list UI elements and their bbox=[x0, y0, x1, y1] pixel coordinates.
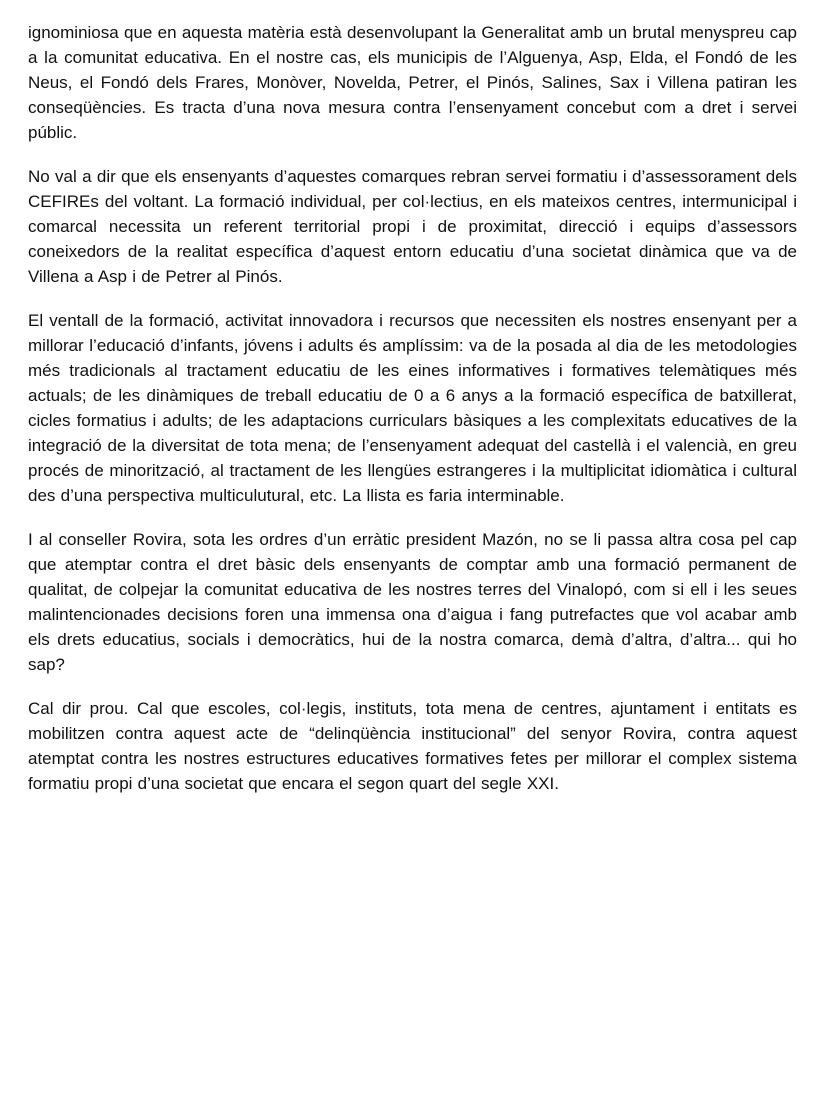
paragraph-5: Cal dir prou. Cal que escoles, col·legis, instituts, tota mena de centres, ajuntament i entitats es mobilitzen contra aquest acte de “delinqüència institucional” del senyor Rovira, contra aquest atemptat contra les nostres estructures educatives formatives fetes per millorar el complex sistema formatiu propi d’una societat que encara el segon quart del segle XXI. bbox=[28, 699, 797, 793]
paragraph-2: No val a dir que els ensenyants d’aquestes comarques rebran servei formatiu i d’assessorament dels CEFIREs del voltant. La formació individual, per col·lectius, en els mateixos centres, intermunicipal i comarcal necessita un referent territorial propi i de proximitat, direcció i equips d’assessors coneixedors de la realitat específica d’aquest entorn educatiu d’una societat dinàmica que va de Villena a Asp i de Petrer al Pinós. bbox=[28, 167, 797, 286]
paragraph-1: ignominiosa que en aquesta matèria està desenvolupant la Generalitat amb un brutal menyspreu cap a la comunitat educativa. En el nostre cas, els municipis de l’Alguenya, Asp, Elda, el Fondó de les Neus, el Fondó dels Frares, Monòver, Novelda, Petrer, el Pinós, Salines, Sax i Villena patiran les conseqüències. Es tracta d’una nova mesura contra l’ensenyament concebut com a dret i servei públic. bbox=[28, 23, 797, 142]
paragraph-4: I al conseller Rovira, sota les ordres d’un erràtic president Mazón, no se li passa altra cosa pel cap que atemptar contra el dret bàsic dels ensenyants de comptar amb una formació permanent de qualitat, de colpejar la comunitat educativa de les nostres terres del Vinalopó, com si ell i les seues malintencionades decisions foren una immensa ona d’aigua i fang putrefactes que vol acabar amb els drets educatius, socials i democràtics, hui de la nostra comarca, demà d’altra, d’altra... qui ho sap? bbox=[28, 530, 797, 674]
paragraph-3: El ventall de la formació, activitat innovadora i recursos que necessiten els nostres ensenyant per a millorar l’educació d’infants, jóvens i adults és amplíssim: va de la posada al dia de les metodologies més tradicionals al tractament educatiu de les eines informatives i formatives telemàtiques més actuals; de les dinàmiques de treball educatiu de 0 a 6 anys a la formació específica de batxillerat, cicles formatius i adults; de les adaptacions curriculars bàsiques a les complexitats educatives de la integració de la diversitat de tota mena; de l’ensenyament adequat del castellà i el valencià, en greu procés de minorització, al tractament de les llengües estrangeres i la multiplicitat idiomàtica i cultural des d’una perspectiva multiculutural, etc. La llista es faria interminable. bbox=[28, 311, 797, 505]
